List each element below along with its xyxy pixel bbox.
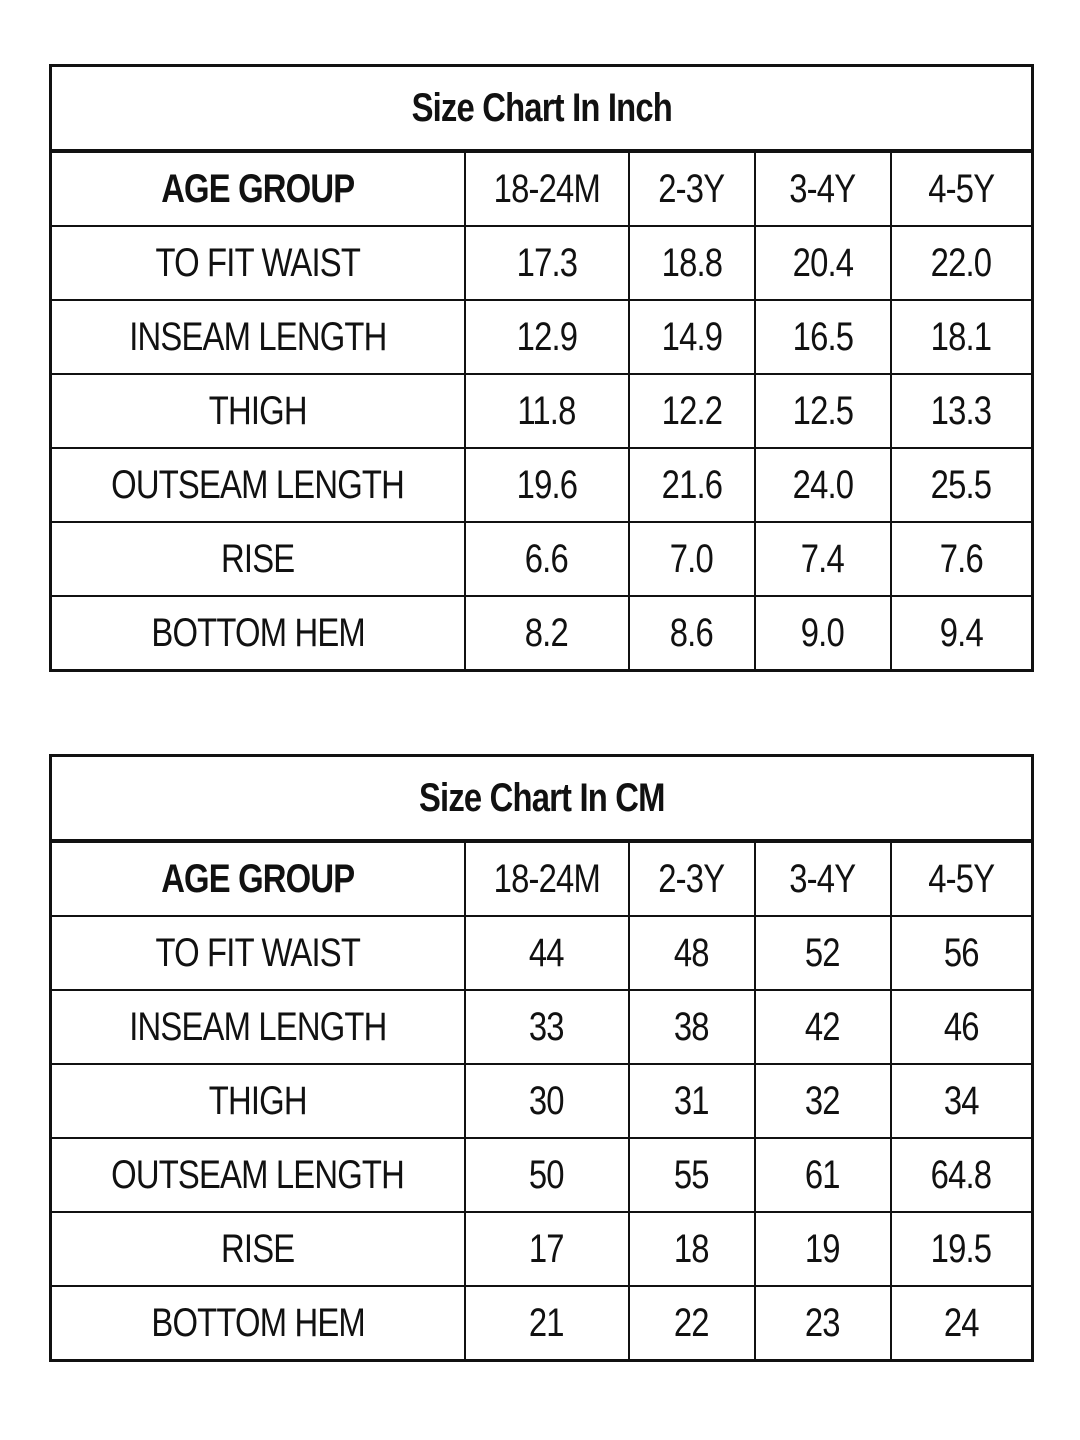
- age-group-header: AGE GROUP: [51, 841, 465, 916]
- table-row: [51, 1212, 1033, 1286]
- row-label: INSEAM LENGTH: [51, 300, 465, 374]
- column-header: 2-3Y: [629, 841, 755, 916]
- row-label: INSEAM LENGTH: [51, 990, 465, 1064]
- table-cell: 48: [629, 916, 755, 990]
- row-label: THIGH: [51, 374, 465, 448]
- table-row: [51, 916, 1033, 990]
- table-cell: 8.2: [465, 596, 629, 671]
- table-cell: 18.1: [891, 300, 1033, 374]
- table-row: [51, 1064, 1033, 1138]
- table-cell: 46: [891, 990, 1033, 1064]
- size-chart-inch-table: [49, 64, 1034, 672]
- table-row: [51, 990, 1033, 1064]
- table-cell: 12.5: [755, 374, 891, 448]
- table-row: [51, 522, 1033, 596]
- table-cell: 11.8: [465, 374, 629, 448]
- table-row: [51, 300, 1033, 374]
- table-cell: 19.6: [465, 448, 629, 522]
- row-label: RISE: [51, 1212, 465, 1286]
- table-cell: 20.4: [755, 226, 891, 300]
- table-cell: 7.6: [891, 522, 1033, 596]
- table-cell: 56: [891, 916, 1033, 990]
- table-cell: 17: [465, 1212, 629, 1286]
- table-cell: 12.9: [465, 300, 629, 374]
- table-cell: 50: [465, 1138, 629, 1212]
- table-cell: 21: [465, 1286, 629, 1361]
- row-label: RISE: [51, 522, 465, 596]
- table-cell: 7.0: [629, 522, 755, 596]
- table-cell: 24.0: [755, 448, 891, 522]
- table-row: [51, 1286, 1033, 1361]
- column-header: 3-4Y: [755, 841, 891, 916]
- table-cell: 21.6: [629, 448, 755, 522]
- table-row: [51, 226, 1033, 300]
- age-group-header: AGE GROUP: [51, 151, 465, 226]
- table-cell: 18.8: [629, 226, 755, 300]
- column-header: 2-3Y: [629, 151, 755, 226]
- table-cell: 34: [891, 1064, 1033, 1138]
- table-cell: 32: [755, 1064, 891, 1138]
- table-cell: 38: [629, 990, 755, 1064]
- table-cell: 23: [755, 1286, 891, 1361]
- table-cell: 24: [891, 1286, 1033, 1361]
- row-label: BOTTOM HEM: [51, 596, 465, 671]
- column-header: 18-24M: [465, 151, 629, 226]
- row-label: OUTSEAM LENGTH: [51, 1138, 465, 1212]
- table-cell: 17.3: [465, 226, 629, 300]
- table-cell: 19: [755, 1212, 891, 1286]
- row-label: BOTTOM HEM: [51, 1286, 465, 1361]
- header-row: [51, 151, 1033, 226]
- column-header: 3-4Y: [755, 151, 891, 226]
- table-cell: 33: [465, 990, 629, 1064]
- table-cell: 22: [629, 1286, 755, 1361]
- table-cell: 7.4: [755, 522, 891, 596]
- table-cell: 55: [629, 1138, 755, 1212]
- column-header: 4-5Y: [891, 151, 1033, 226]
- header-row: [51, 841, 1033, 916]
- table-title-text: Size Chart In Inch: [411, 85, 672, 130]
- row-label: TO FIT WAIST: [51, 916, 465, 990]
- table-cell: 6.6: [465, 522, 629, 596]
- size-chart-cm-table: [49, 754, 1034, 1362]
- table-row: [51, 1138, 1033, 1212]
- table-cell: 18: [629, 1212, 755, 1286]
- table-cell: 19.5: [891, 1212, 1033, 1286]
- table-cell: 31: [629, 1064, 755, 1138]
- table-cell: 14.9: [629, 300, 755, 374]
- table-cell: 25.5: [891, 448, 1033, 522]
- table-cell: 30: [465, 1064, 629, 1138]
- table-row: [51, 374, 1033, 448]
- table-cell: 61: [755, 1138, 891, 1212]
- table-row: [51, 448, 1033, 522]
- table-cell: 16.5: [755, 300, 891, 374]
- row-label: TO FIT WAIST: [51, 226, 465, 300]
- table-title-text: Size Chart In CM: [418, 775, 665, 820]
- row-label: THIGH: [51, 1064, 465, 1138]
- table-cell: 64.8: [891, 1138, 1033, 1212]
- table-row: [51, 596, 1033, 671]
- table-cell: 42: [755, 990, 891, 1064]
- column-header: 18-24M: [465, 841, 629, 916]
- table-title: [51, 756, 1033, 842]
- table-cell: 9.4: [891, 596, 1033, 671]
- table-cell: 44: [465, 916, 629, 990]
- table-cell: 8.6: [629, 596, 755, 671]
- table-title: [51, 66, 1033, 152]
- table-cell: 13.3: [891, 374, 1033, 448]
- table-cell: 22.0: [891, 226, 1033, 300]
- table-cell: 12.2: [629, 374, 755, 448]
- table-cell: 9.0: [755, 596, 891, 671]
- row-label: OUTSEAM LENGTH: [51, 448, 465, 522]
- column-header: 4-5Y: [891, 841, 1033, 916]
- table-cell: 52: [755, 916, 891, 990]
